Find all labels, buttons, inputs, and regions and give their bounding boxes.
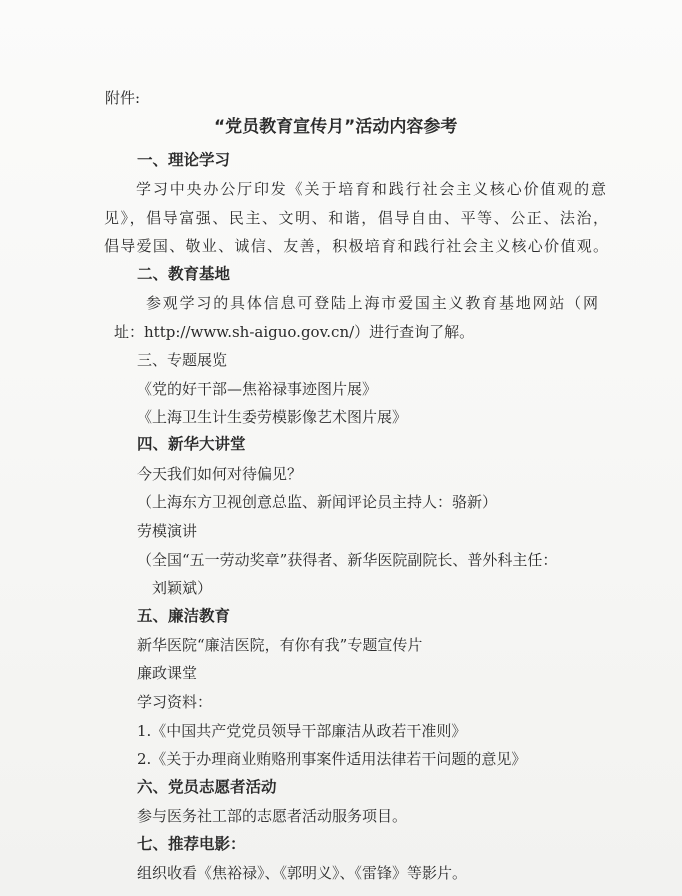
integrity-item: 廉政课堂: [137, 664, 198, 682]
section-heading-integrity: 五、廉洁教育: [137, 607, 231, 625]
section-body-line: 址：http://www.sh-aiguo.gov.cn/）进行查询了解。: [114, 323, 475, 341]
section-heading-volunteer: 六、党员志愿者活动: [137, 778, 277, 796]
section-body-line: 学习中央办公厅印发《关于培育和践行社会主义核心价值观的意: [136, 180, 606, 198]
document-title: “党员教育宣传月”活动内容参考: [214, 117, 458, 137]
study-material-item: 2.《关于办理商业贿赂刑事案件适用法律若干问题的意见》: [137, 750, 527, 768]
section-heading-lecture: 四、新华大讲堂: [137, 435, 246, 453]
lecture-host: （上海东方卫视创意总监、新闻评论员主持人：骆新）: [137, 493, 498, 511]
section-heading-exhibition: 三、专题展览: [137, 351, 228, 369]
section-body-line: 见》，倡导富强、民主、文明、和谐，倡导自由、平等、公正、法治，: [104, 209, 608, 227]
section-body-line: 倡导爱国、敬业、诚信、友善，积极培育和践行社会主义核心价值观。: [104, 237, 608, 255]
lecture-topic: 今天我们如何对待偏见？: [137, 465, 303, 483]
study-material-item: 1.《中国共产党党员领导干部廉洁从政若干准则》: [137, 722, 467, 740]
integrity-item: 新华医院“廉洁医院，有你有我”专题宣传片: [137, 636, 423, 654]
section-heading-education-base: 二、教育基地: [137, 265, 231, 283]
section-heading-movies: 七、推荐电影：: [137, 835, 246, 853]
section-body-line: 参观学习的具体信息可登陆上海市爱国主义教育基地网站（网: [146, 294, 598, 312]
movies-item: 组织收看《焦裕禄》、《郭明义》、《雷锋》等影片。: [137, 864, 468, 882]
exhibition-item: 《上海卫生计生委劳模影像艺术图片展》: [137, 408, 408, 426]
lecture-topic: 劳模演讲: [137, 522, 198, 540]
attachment-label: 附件:: [105, 89, 141, 107]
section-heading-theory: 一、理论学习: [137, 151, 231, 169]
lecture-speaker: 刘颖斌）: [152, 579, 213, 597]
volunteer-item: 参与医务社工部的志愿者活动服务项目。: [137, 807, 408, 825]
lecture-speaker: （全国“五一劳动奖章”获得者、新华医院副院长、普外科主任：: [137, 551, 558, 569]
integrity-item: 学习资料：: [137, 693, 213, 711]
exhibition-item: 《党的好干部—焦裕禄事迹图片展》: [137, 380, 378, 398]
